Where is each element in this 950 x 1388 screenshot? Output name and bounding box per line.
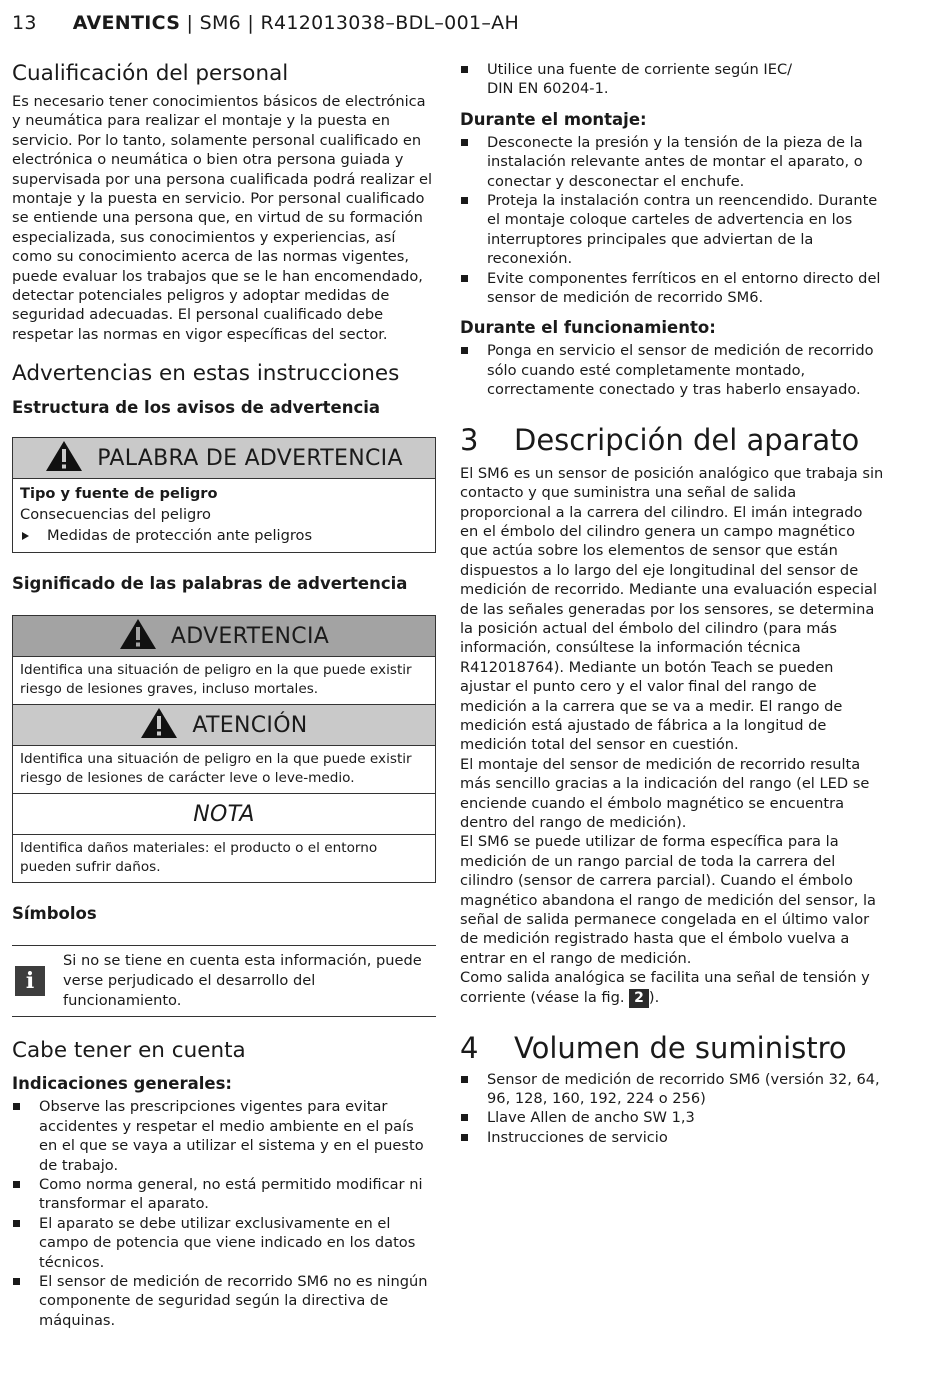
warning-triangle-icon: [119, 618, 157, 654]
description-paragraph: El montaje del sensor de medición de recorrido resulta más sencillo gracias a la indicación del rango (el LED se enciende cuando el émbolo magnético se encuentra dentro del rango de medición).: [460, 755, 870, 831]
left-column: [12, 60, 436, 1330]
warning-triangle-icon: [45, 440, 83, 476]
signal-word: PALABRA DE ADVERTENCIA: [97, 445, 403, 471]
general-notes-heading: Indicaciones generales:: [12, 1074, 233, 1094]
advertencia-label: ADVERTENCIA: [170, 623, 330, 649]
advertencia-header: [13, 616, 435, 657]
para-text: Como salida analógica se facilita una señal de tensión y corriente (véase la fig.: [460, 969, 870, 1006]
protection-measures: Medidas de protección ante peligros: [20, 525, 428, 546]
figure-reference-badge: 2: [629, 989, 649, 1008]
section-4-heading: [460, 1030, 884, 1066]
para-text: ).: [648, 988, 660, 1006]
section-title: Descripción del aparato: [514, 422, 860, 457]
warnings-heading: Advertencias en estas instrucciones: [12, 361, 400, 387]
list-item: Como norma general, no está permitido modificar ni transformar el aparato.: [12, 1175, 436, 1214]
hazard-type: Tipo y fuente de peligro: [20, 485, 218, 503]
list-item: El aparato se debe utilizar exclusivamente en el campo de potencia que viene indicado en los datos técnicos.: [12, 1214, 436, 1272]
list-item: Instrucciones de servicio: [460, 1128, 884, 1147]
product-model: SM6: [199, 12, 242, 34]
info-description: Si no se tiene en cuenta esta información, puede verse perjudicado el desarrollo del funcionamiento.: [63, 952, 422, 1010]
atencion-description: Identifica una situación de peligro en la que puede existir riesgo de lesiones de carácter leve o leve-medio.: [20, 751, 412, 786]
advertencia-description: Identifica una situación de peligro en la que puede existir riesgo de lesiones graves, incluso mortales.: [20, 662, 412, 697]
section-number: 3: [460, 422, 479, 457]
page-header: [12, 12, 519, 34]
list-item: Ponga en servicio el sensor de medición de recorrido sólo cuando esté completamente montado, correctamente conectado y tras haberlo ensayado.: [460, 341, 884, 399]
description-paragraph: El SM6 es un sensor de posición analógico que trabaja sin contacto y que suministra una señal de salida proporcional a la carrera del cilindro. El imán integrado en el émbolo del cilindro genera un campo magnético que actúa sobre los elementos de sensor que están dispuestos a lo largo del eje longitudinal del sensor de medición de recorrido. Mediante una evaluación especial de las señales generadas por los sensores, se determina la posición actual del émbolo del cilindro (para más información, consúltese la información técnica R412018764). Mediante un botón Teach se pueden ajustar el punto cero y el valor final del rango de medición a la carrera que se va a medir. El rango de medición está ajustado de fábrica a la longitud de medición total del sensor en cuestión.: [460, 464, 884, 754]
list-item: Utilice una fuente de corriente según IEC/ DIN EN 60204-1.: [460, 60, 884, 99]
general-notes-list: [12, 1097, 436, 1330]
list-item: El sensor de medición de recorrido SM6 no es ningún componente de seguridad según la directiva de máquinas.: [12, 1272, 436, 1330]
header-separator: |: [241, 12, 261, 34]
consider-heading: Cabe tener en cuenta: [12, 1038, 246, 1064]
atencion-label: ATENCIÓN: [192, 712, 308, 738]
list-item: Observe las prescripciones vigentes para evitar accidentes y respetar el medio ambiente en el país en el que se vaya a utilizar el sistema y en el puesto de trabajo.: [12, 1097, 436, 1175]
info-symbol-box: [12, 945, 436, 1017]
nota-header: [13, 794, 435, 835]
list-item: Proteja la instalación contra un reencendido. Durante el montaje coloque carteles de advertencia en los interruptores principales que adviertan de la reconexión.: [460, 191, 884, 269]
right-column: [460, 60, 884, 1147]
warning-structure-heading: Estructura de los avisos de advertencia: [12, 398, 381, 418]
atencion-header: [13, 705, 435, 746]
signal-words-box: [12, 615, 436, 883]
description-paragraph: El SM6 se puede utilizar de forma específica para la medición de un rango parcial de toda la carrera del cilindro (sensor de carrera parcial). Cuando el émbolo magnético abandona el rango de medición del sensor, la señal de salida permanece congelada en el último valor de medición registrado hasta que el émbolo vuelva a entrar en el rango de medición.: [460, 833, 877, 967]
list-item: Llave Allen de ancho SW 1,3: [460, 1108, 884, 1127]
list-item: Evite componentes ferríticos en el entorno directo del sensor de medición de recorrido SM6.: [460, 269, 884, 308]
info-icon: i: [15, 966, 45, 996]
operation-list: [460, 341, 884, 399]
header-separator: |: [180, 12, 200, 34]
warning-triangle-icon: [140, 707, 178, 743]
section-number: 4: [460, 1030, 479, 1065]
operation-heading: Durante el funcionamiento:: [460, 318, 716, 338]
nota-label: NOTA: [193, 801, 255, 827]
warning-structure-box: [12, 437, 436, 553]
mounting-list: [460, 133, 884, 308]
delivery-list: [460, 1070, 884, 1148]
qualification-paragraph: Es necesario tener conocimientos básicos de electrónica y neumática para realizar el montaje y la puesta en servicio. Por lo tanto, solamente personal cualificado en electrónica o neumática o bien otra persona guiada y supervisada por una persona cualificada podrá realizar el montaje y la puesta en servicio. Por personal cualificado se entiende una persona que, en virtud de su formación especializada, sus conocimientos y experiencias, así como su conocimiento acerca de las normas vigentes, puede evaluar los trabajos que se le han encomendado, detectar potenciales peligros y adoptar medidas de seguridad adecuadas. El personal cualificado debe respetar las normas en vigor específicas del sector.: [12, 93, 433, 343]
brand-name: AVENTICS: [72, 12, 181, 34]
description-paragraph: [460, 968, 884, 1007]
page-number: 13: [12, 12, 37, 34]
signal-words-heading: Significado de las palabras de advertencia: [12, 574, 408, 594]
power-supply-list: [460, 60, 884, 99]
document-id: R412013038–BDL–001–AH: [260, 12, 520, 34]
list-item: Desconecte la presión y la tensión de la pieza de la instalación relevante antes de montar el aparato, o conectar y desconectar el enchufe.: [460, 133, 884, 191]
symbols-heading: Símbolos: [12, 904, 97, 924]
warning-header: [13, 438, 435, 479]
nota-description: Identifica daños materiales: el producto o el entorno pueden sufrir daños.: [20, 840, 378, 875]
list-item: Sensor de medición de recorrido SM6 (versión 32, 64, 96, 128, 160, 192, 224 o 256): [460, 1070, 884, 1109]
hazard-consequences: Consecuencias del peligro: [20, 506, 211, 524]
section-title: Volumen de suministro: [514, 1030, 847, 1065]
qualification-heading: Cualificación del personal: [12, 61, 289, 86]
mounting-heading: Durante el montaje:: [460, 109, 647, 129]
section-3-heading: [460, 422, 884, 458]
